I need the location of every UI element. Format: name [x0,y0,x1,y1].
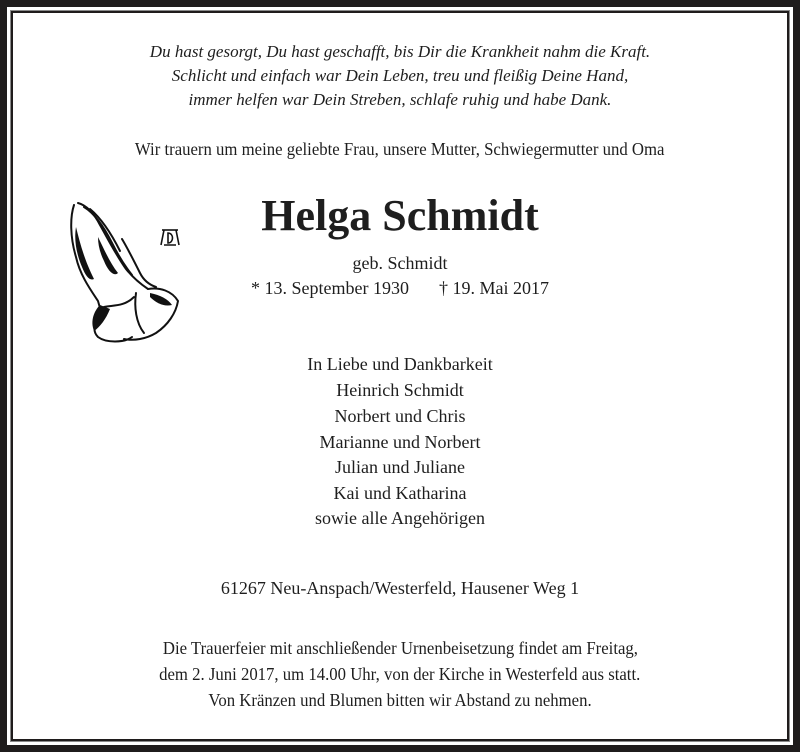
durer-monogram-icon [160,228,180,246]
poem-line: Du hast gesorgt, Du hast geschafft, bis Dir die Krankheit nahm die Kraft. [149,42,651,61]
mourner-name: Kai und Katharina [333,483,467,503]
birth-date: * 13. September 1930 [251,278,409,298]
address: 61267 Neu-Anspach/Westerfeld, Hausener Weg 1 [220,578,580,598]
poem-line: Schlicht und einfach war Dein Leben, treu und fleißig Deine Hand, [171,66,629,85]
mourner-name: Marianne und Norbert [319,432,481,452]
mourners-heading: In Liebe und Dankbarkeit [307,354,493,374]
death-date: † 19. Mai 2017 [438,278,549,298]
poem-line: immer helfen war Dein Streben, schlafe ruhig und habe Dank. [188,90,612,109]
notice-line: dem 2. Juni 2017, um 14.00 Uhr, von der Kirche in Westerfeld aus statt. [159,664,641,684]
praying-hands-icon [64,197,184,345]
frame-inner-border [11,11,789,741]
notice-line: Von Kränzen und Blumen bitten wir Abstand zu nehmen. [208,690,592,710]
birth-name: geb. Schmidt [352,253,448,273]
notice-line: Die Trauerfeier mit anschließender Urnenbeisetzung findet am Freitag, [162,638,638,658]
intro-text: Wir trauern um meine geliebte Frau, unsere Mutter, Schwiegermutter und Oma [135,139,665,159]
deceased-name: Helga Schmidt [261,191,539,240]
mourner-name: Heinrich Schmidt [336,380,464,400]
mourner-name: sowie alle Angehörigen [315,508,485,528]
mourner-name: Norbert und Chris [334,406,466,426]
mourner-name: Julian und Juliane [335,457,465,477]
